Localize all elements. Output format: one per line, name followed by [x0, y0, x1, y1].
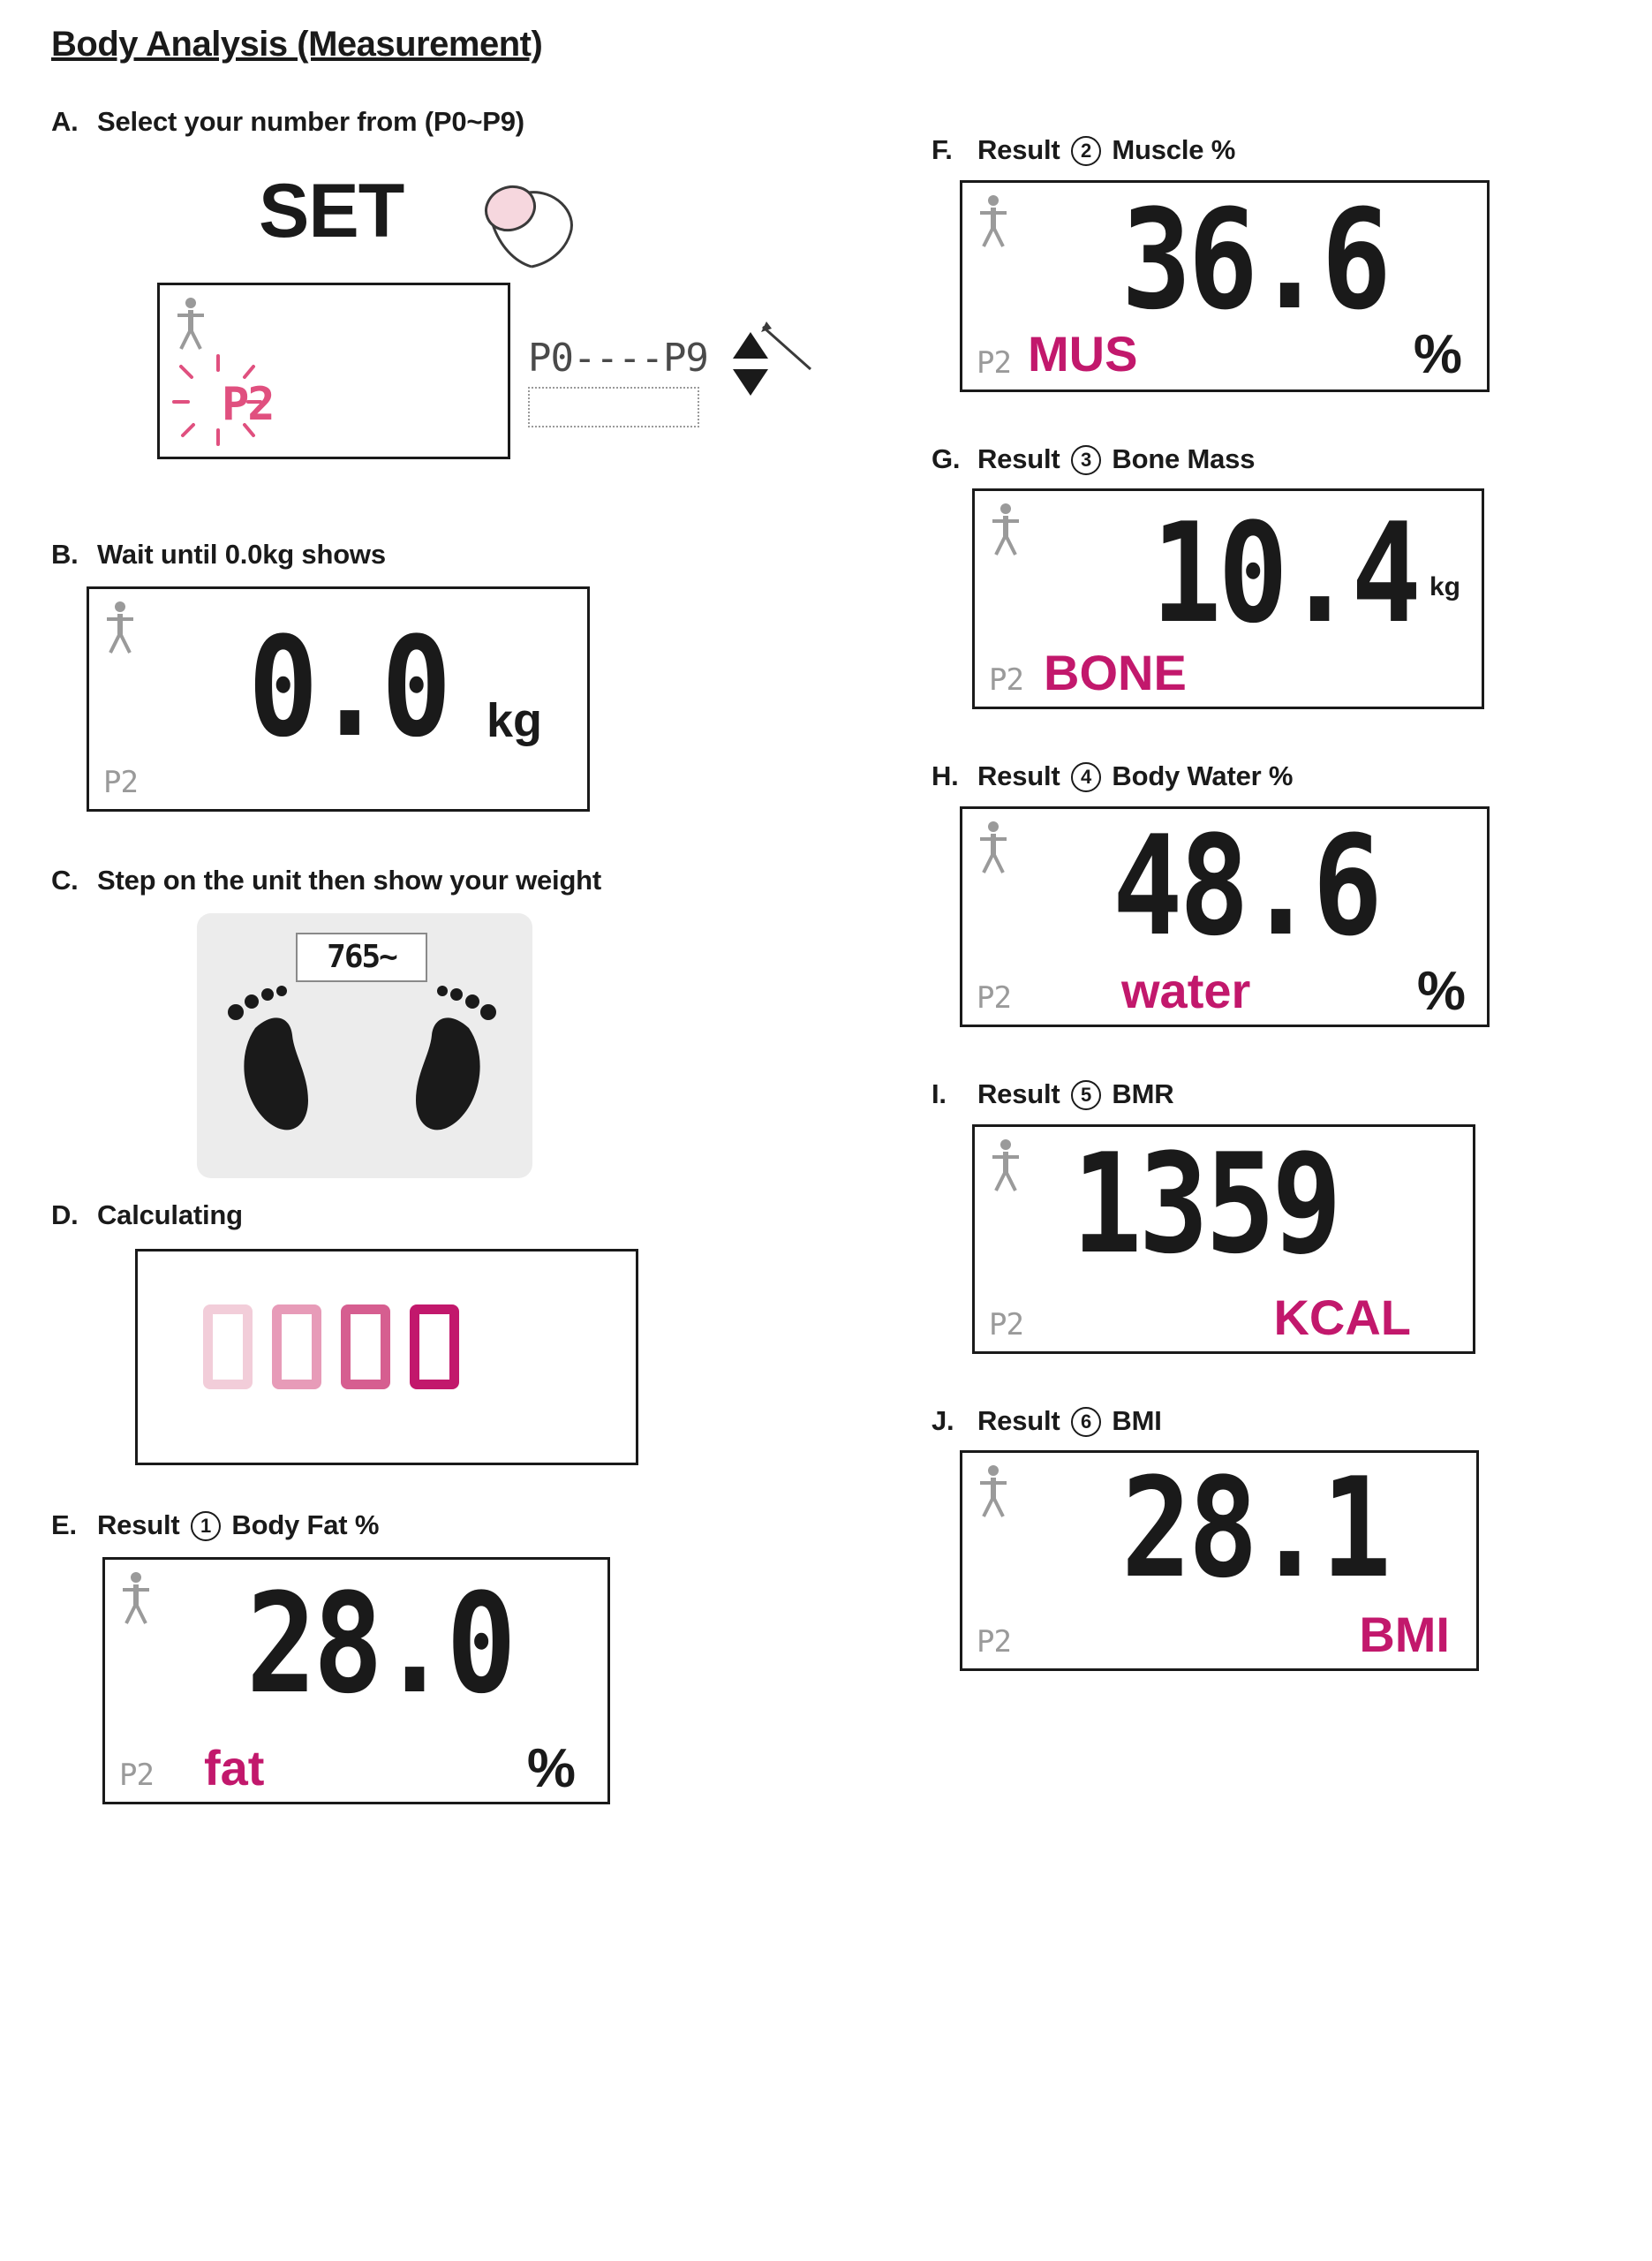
step-h-heading — [932, 759, 1629, 794]
step-e-label: fat — [204, 1739, 265, 1796]
step-b — [51, 537, 793, 812]
step-i — [932, 1077, 1629, 1354]
step-j-number: 6 — [1071, 1407, 1101, 1437]
step-d-text: Calculating — [97, 1199, 243, 1231]
step-c — [51, 863, 793, 1179]
step-e-lcd-panel — [102, 1557, 610, 1804]
step-a-text: Select your number from (P0~P9) — [97, 106, 524, 137]
step-c-text: Step on the unit then show your weight — [97, 864, 602, 896]
step-j-letter: J. — [932, 1404, 954, 1436]
step-i-label: KCAL — [1273, 1289, 1411, 1345]
left-column — [51, 104, 793, 1804]
step-f-unit: % — [1413, 323, 1462, 385]
calc-block-2 — [272, 1304, 321, 1389]
step-e-heading — [51, 1508, 793, 1543]
step-e-person-code: P2 — [119, 1757, 154, 1793]
step-a — [51, 104, 793, 563]
step-c-heading — [51, 863, 793, 898]
step-h-person-code: P2 — [977, 980, 1011, 1017]
step-e-letter: E. — [51, 1509, 77, 1541]
step-b-person-code: P2 — [103, 764, 138, 800]
finger-icon — [473, 178, 588, 276]
step-f-value: 36.6 — [1121, 179, 1388, 341]
step-g-unit: kg — [1429, 572, 1460, 602]
step-e-text-suffix: Body Fat % — [231, 1509, 380, 1541]
step-f-text-prefix: Result — [977, 134, 1060, 165]
person-icon — [978, 193, 1008, 248]
footprints-icon — [197, 913, 532, 1178]
step-e-number: 1 — [191, 1511, 221, 1541]
step-i-value: 1359 — [1072, 1123, 1339, 1285]
step-j-lcd-panel — [960, 1450, 1479, 1671]
step-f-number: 2 — [1071, 136, 1101, 166]
step-h-letter: H. — [932, 760, 959, 792]
step-d-heading — [51, 1198, 793, 1233]
step-i-lcd-panel — [972, 1124, 1475, 1354]
step-h — [932, 759, 1629, 1027]
step-a-letter: A. — [51, 106, 79, 137]
step-b-value: 0.0 — [248, 607, 449, 768]
step-a-lcd-panel — [157, 283, 510, 459]
scale-display-reading: 765~ — [296, 933, 427, 982]
person-icon — [105, 600, 135, 654]
step-f-heading — [932, 132, 1629, 168]
step-h-unit: % — [1416, 961, 1466, 1023]
step-a-range-label: P0----P9 — [528, 335, 708, 381]
step-i-text-prefix: Result — [977, 1078, 1060, 1110]
step-c-letter: C. — [51, 864, 79, 896]
step-j-text-suffix: BMI — [1112, 1404, 1162, 1436]
step-i-letter: I. — [932, 1078, 947, 1110]
calc-block-3 — [341, 1304, 390, 1389]
page-title: Body Analysis (Measurement) — [51, 25, 543, 64]
set-button-label[interactable]: SET — [259, 168, 404, 253]
step-d-letter: D. — [51, 1199, 79, 1231]
step-f-label: MUS — [1028, 325, 1138, 382]
step-g-text-suffix: Bone Mass — [1112, 442, 1256, 474]
step-b-heading — [51, 537, 793, 572]
step-g-text-prefix: Result — [977, 442, 1060, 474]
step-a-set-row — [51, 159, 793, 283]
step-g-label: BONE — [1044, 645, 1187, 701]
step-e — [51, 1508, 793, 1804]
step-j — [932, 1403, 1629, 1672]
step-i-heading — [932, 1077, 1629, 1112]
step-g-person-code: P2 — [989, 662, 1023, 699]
step-h-text-prefix: Result — [977, 760, 1060, 792]
person-icon — [978, 1463, 1008, 1518]
step-h-value: 48.6 — [1113, 806, 1379, 967]
step-g-value: 10.4 — [1151, 494, 1418, 655]
step-b-unit: kg — [487, 693, 543, 747]
pen-icon — [758, 318, 819, 380]
calculating-blocks — [203, 1304, 459, 1389]
step-f-lcd-panel — [960, 180, 1490, 392]
step-j-text-prefix: Result — [977, 1404, 1060, 1436]
step-f-letter: F. — [932, 134, 953, 165]
person-icon — [978, 820, 1008, 874]
step-h-text-suffix: Body Water % — [1112, 760, 1294, 792]
step-i-person-code: P2 — [989, 1306, 1023, 1342]
step-b-letter: B. — [51, 539, 79, 570]
step-f — [932, 132, 1629, 392]
step-d-lcd-panel — [135, 1249, 638, 1465]
step-a-heading — [51, 104, 793, 140]
step-g-letter: G. — [932, 442, 961, 474]
step-f-person-code: P2 — [977, 344, 1011, 381]
step-j-person-code: P2 — [977, 1624, 1011, 1660]
step-a-person-code: P2 — [222, 377, 274, 431]
step-g — [932, 442, 1629, 710]
scale-illustration — [197, 913, 532, 1178]
step-e-value: 28.0 — [246, 1563, 513, 1725]
step-f-text-suffix: Muscle % — [1112, 134, 1236, 165]
step-b-text: Wait until 0.0kg shows — [97, 539, 386, 570]
right-column — [932, 132, 1629, 1671]
step-h-label: water — [1121, 963, 1251, 1019]
step-d — [51, 1198, 793, 1465]
step-a-range-dashed-box — [528, 387, 699, 427]
step-j-value: 28.1 — [1121, 1448, 1388, 1610]
person-icon — [121, 1570, 151, 1625]
step-i-text-suffix: BMR — [1112, 1078, 1174, 1110]
step-j-label: BMI — [1359, 1607, 1450, 1663]
step-g-number: 3 — [1071, 445, 1101, 475]
step-h-number: 4 — [1071, 762, 1101, 792]
step-j-heading — [932, 1403, 1629, 1439]
calc-block-4 — [410, 1304, 459, 1389]
step-g-lcd-panel — [972, 488, 1484, 709]
person-icon — [991, 502, 1021, 556]
person-icon — [991, 1138, 1021, 1192]
step-e-unit: % — [526, 1737, 576, 1799]
step-e-text-prefix: Result — [97, 1509, 180, 1541]
step-g-heading — [932, 442, 1629, 477]
calc-block-1 — [203, 1304, 253, 1389]
step-h-lcd-panel — [960, 806, 1490, 1027]
step-b-lcd-panel — [87, 586, 590, 812]
step-i-number: 5 — [1071, 1080, 1101, 1110]
